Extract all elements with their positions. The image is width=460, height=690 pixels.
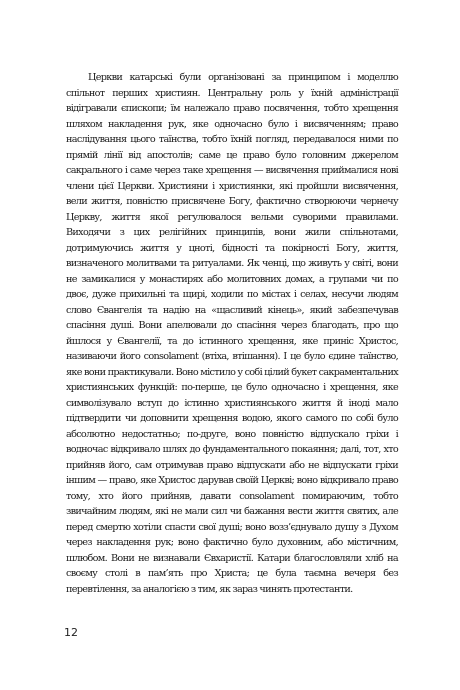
page-number: 12	[64, 626, 78, 639]
body-paragraph: Церкви катарські були організовані за принципом і моделлю спільнот перших християн. Центральну роль у їхній адміністрації відігравали єпископи; їм належало право посвячення, тобто хрещення шляхом накладення рук, яке одночасно було і висвяченням; право наслідування цього таїнства, тобто їхній погляд, передавалося ними по прямій лінії від апостолів; саме це право було головним джерелом сакрального і саме через таке хрещення — висвячення приймалися нові члени цієї Церкви. Християни і християнки, які пройшли висвячення, вели життя, повністю присвячене Богу, фактично створюючи чернечу Церкву, життя якої регулювалося вельми суворими правилами. Виходячи з цих релігійних принципів, вони жили спільнотами, дотримуючись життя у цноті, бідності та покірності Богу, життя, визначеного молитвами та ритуалами. Як ченці, що живуть у світі, вони не замикалися у монастирях або молитовних домах, а групами чи по двоє, дуже прихильні та щирі, ходили по містах і селах, несучи людям слово Євангелія та надію на «щасливий кінець», який забезпечував спасіння душі. Вони апелювали до спасіння через благодать, про що йшлося у Євангелії, та до істинного хрещення, яке приніс Христос, називаючи його consolament (втіха, втішання). І це було єдине таїнство, яке вони практикували. Воно містило у собі цілий букет сакраментальних християнських функцій: по-перше, це було одночасно і хрещення, яке символізувало вступ до істинно християнського життя й іноді мало підтвердити чи доповнити хрещення водою, якого самого по собі було абсолютно недостатньо; по-друге, воно повністю відпускало гріхи і водночас відкривало шлях до фундаментального покаяння; далі, тот, хто прийняв його, сам отримував право відпускати або не відпускати гріхи іншим — право, яке Христос дарував своїй Церкві; воно відкривало право тому, хто його прийняв, давати consolament помираючим, тобто звичайним людям, які не мали сил чи бажання вести життя святих, але перед смертю хотіли спасти свої душі; воно возз’єднувало душу з Духом через накладення рук; воно фактично було духовним, або містичним, шлюбом. Вони не визнавали Євхаристії. Катари благословляли хліб на своєму столі в пам’ять про Христа; це була таємна вечеря без перевтілення, за аналогією з тим, як зараз чинять протестанти.	[66, 72, 398, 595]
